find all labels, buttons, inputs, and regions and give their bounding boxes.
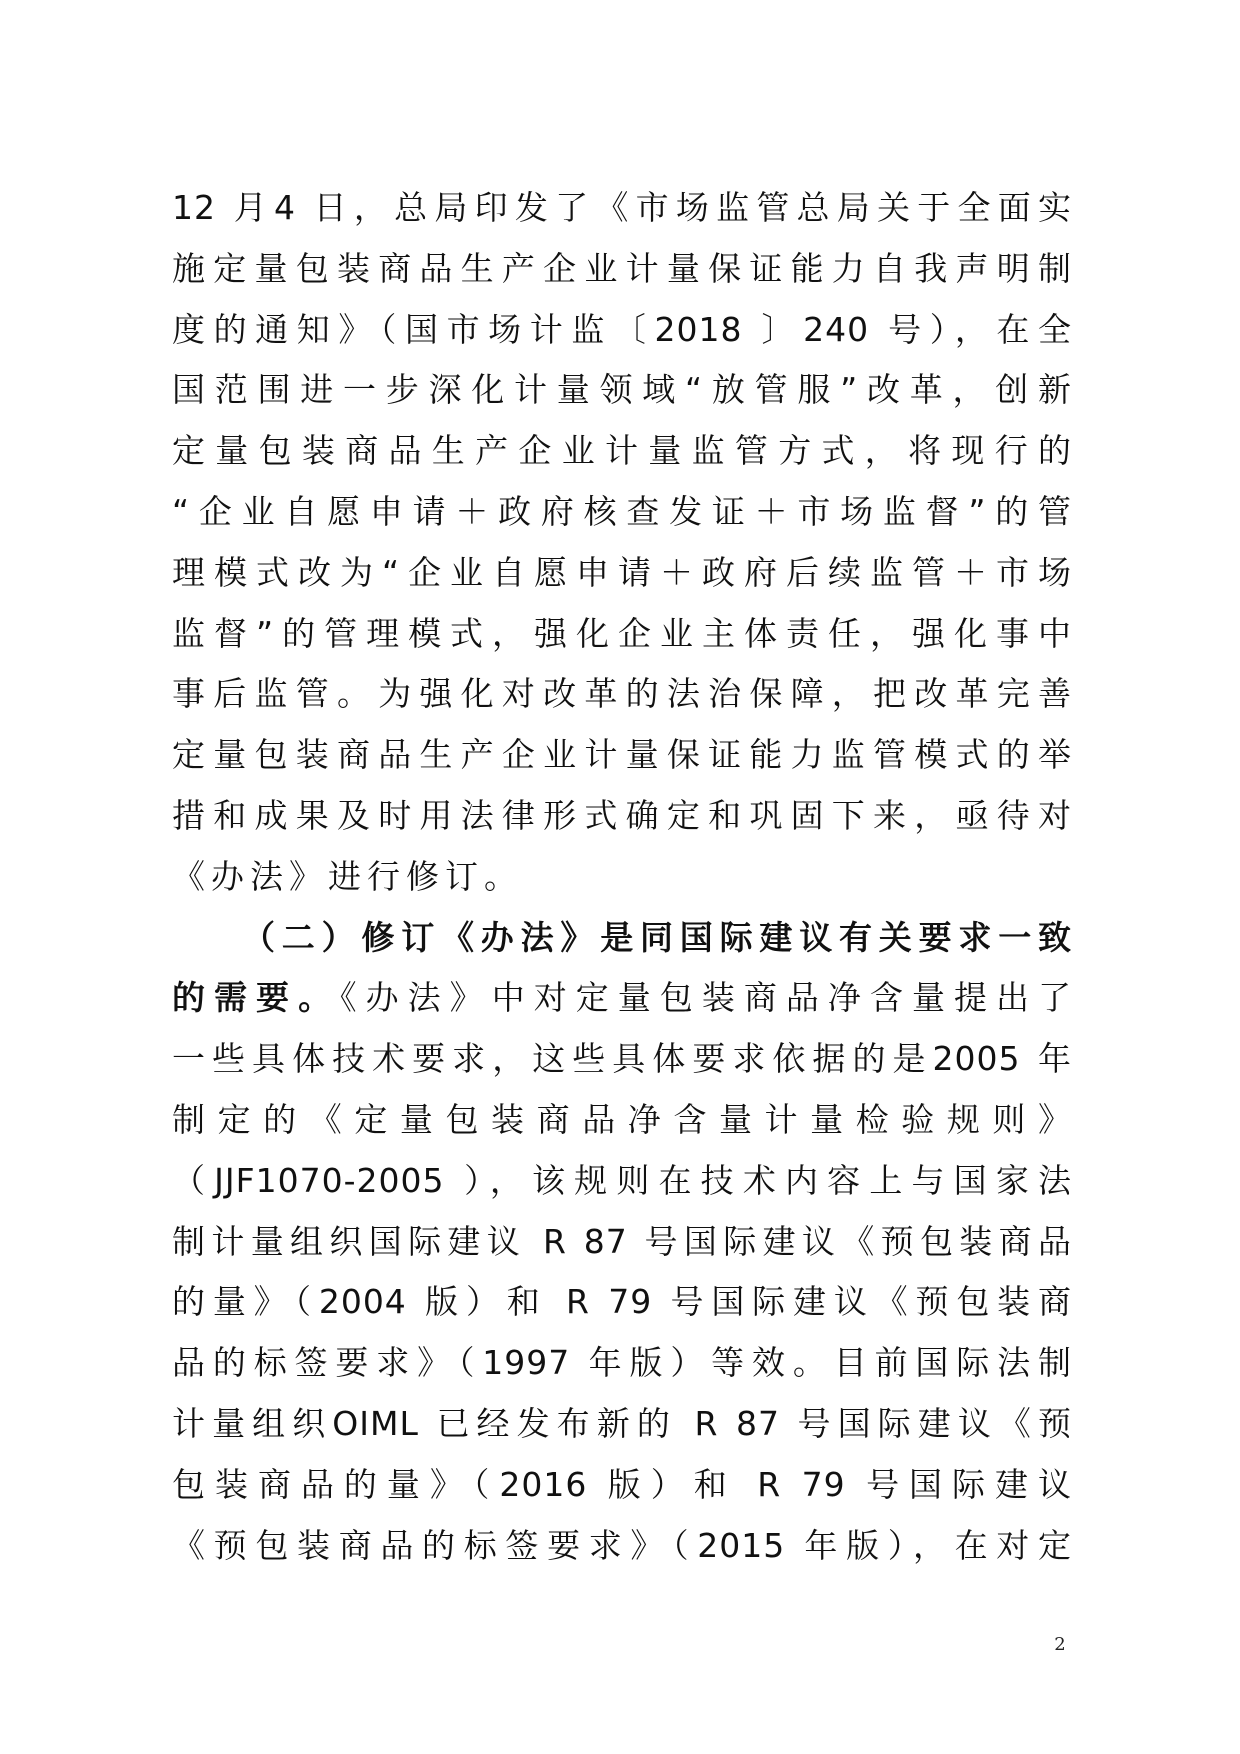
text-line: 的量》（2004 版）和 R 79 号国际建议《预包装商 [172, 1282, 1072, 1322]
text-line: 国范围进一步深化计量领域“放管服”改革，创新 [172, 370, 1072, 410]
text-line: 12 月4 日，总局印发了《市场监管总局关于全面实 [172, 188, 1072, 227]
section-heading-end: 的需要。 [172, 978, 341, 1018]
page-number: 2 [1054, 1634, 1066, 1655]
text-line: 制定的《定量包装商品净含量计量检验规则》 [172, 1099, 1072, 1139]
text-line: 事后监管。为强化对改革的法治保障，把改革完善 [172, 674, 1072, 714]
text-line: 一些具体技术要求，这些具体要求依据的是2005 年 [172, 1039, 1072, 1079]
text-line: 品的标签要求》（1997 年版）等效。目前国际法制 [172, 1343, 1072, 1383]
paragraph-start: 《办法》中对定量包装商品净含量提出了 [340, 978, 1073, 1018]
text-line: 《预包装商品的标签要求》（2015 年版），在对定 [172, 1525, 1072, 1565]
text-line: （JJF1070-2005 ），该规则在技术内容上与国家法 [172, 1160, 1072, 1200]
text-line: 制计量组织国际建议 R 87 号国际建议《预包装商品 [172, 1221, 1072, 1261]
text-line: “企业自愿申请＋政府核查发证＋市场监督”的管 [172, 491, 1072, 531]
text-line: 定量包装商品生产企业计量保证能力监管模式的举 [172, 735, 1072, 775]
body-text [172, 178, 1072, 1576]
text-line: 《办法》进行修订。 [172, 856, 523, 896]
text-line: 度的通知》（国市场计监〔2018 〕240 号），在全 [172, 309, 1072, 349]
text-line: 措和成果及时用法律形式确定和巩固下来，亟待对 [172, 795, 1072, 835]
text-line: 定量包装商品生产企业计量监管方式，将现行的 [172, 431, 1072, 471]
text-line: 包装商品的量》（2016 版）和 R 79 号国际建议 [172, 1464, 1072, 1504]
mixed-text-line [172, 968, 1072, 1029]
text-line: 计量组织OIML 已经发布新的 R 87 号国际建议《预 [172, 1403, 1072, 1443]
text-line: 施定量包装商品生产企业计量保证能力自我声明制 [172, 248, 1072, 288]
text-line: 监督”的管理模式，强化企业主体责任，强化事中 [172, 613, 1072, 653]
section-heading: （二）修订《办法》是同国际建议有关要求一致 [242, 917, 1072, 957]
text-line: 理模式改为“企业自愿申请＋政府后续监管＋市场 [172, 552, 1072, 592]
